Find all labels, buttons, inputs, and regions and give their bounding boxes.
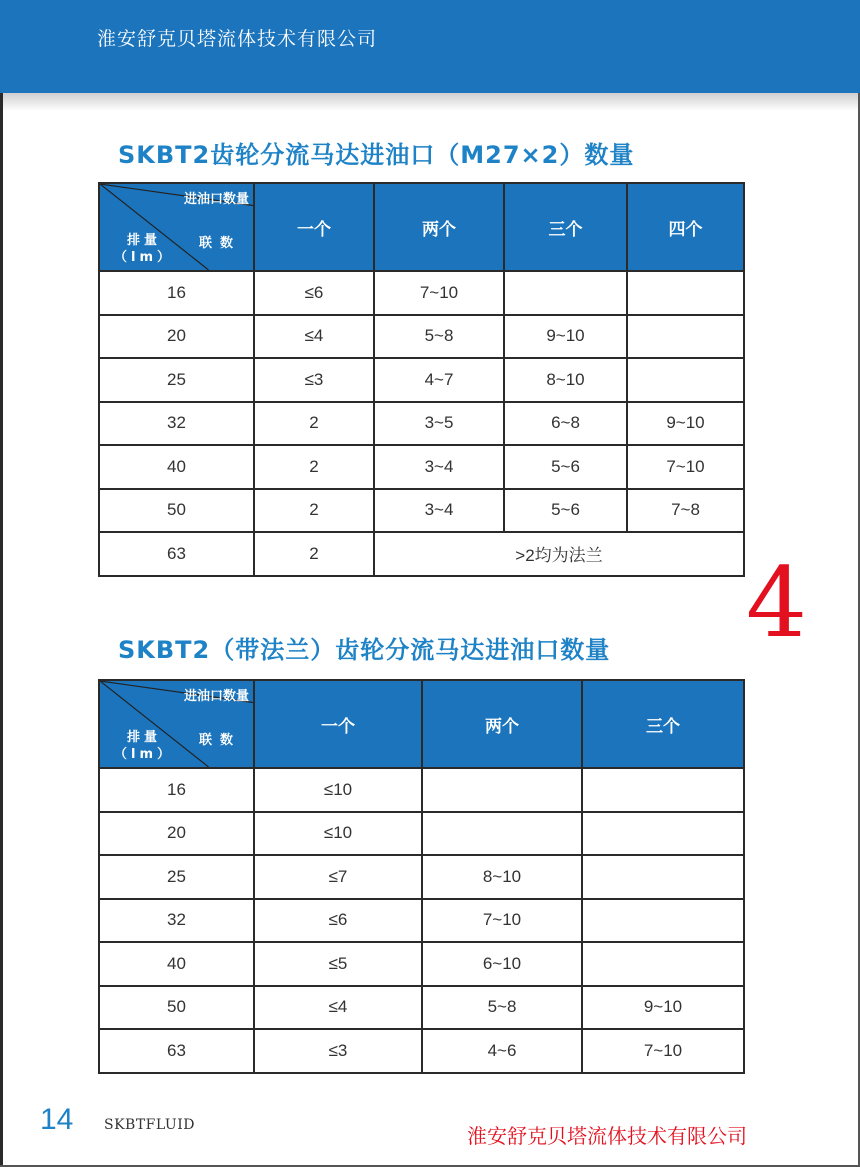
table-row	[99, 489, 744, 533]
corner-label-displacement-text: 排量	[127, 730, 162, 745]
column-header: 三个	[504, 183, 627, 271]
corner-label-inlets: 进油口数量	[183, 192, 249, 207]
corner-label-sections: 联数	[198, 236, 241, 251]
displacement-cell: 32	[99, 899, 254, 943]
value-cell: 7~10	[582, 1029, 744, 1073]
corner-label-sections: 联数	[198, 733, 241, 748]
corner-header-cell	[99, 680, 254, 768]
value-cell: 8~10	[422, 855, 582, 899]
table-row	[99, 812, 744, 856]
value-cell	[582, 812, 744, 856]
value-cell: 5~8	[422, 986, 582, 1030]
column-header: 两个	[374, 183, 504, 271]
value-cell: 3~5	[374, 402, 504, 446]
displacement-cell: 16	[99, 768, 254, 812]
value-cell	[422, 812, 582, 856]
value-cell: ≤10	[254, 768, 422, 812]
table-row	[99, 855, 744, 899]
table-row	[99, 271, 744, 315]
column-header: 一个	[254, 680, 422, 768]
value-cell: ≤6	[254, 271, 374, 315]
corner-label-displacement	[114, 729, 174, 763]
corner-label-inlets: 进油口数量	[183, 689, 249, 704]
value-cell: 4~7	[374, 358, 504, 402]
column-header: 三个	[582, 680, 744, 768]
value-cell: 5~6	[504, 445, 627, 489]
corner-label-unit: （lm）	[114, 747, 175, 762]
value-cell: 5~6	[504, 489, 627, 533]
table-row	[99, 768, 744, 812]
value-cell: ≤7	[254, 855, 422, 899]
displacement-cell: 63	[99, 532, 254, 576]
value-cell: 2	[254, 402, 374, 446]
value-cell: 9~10	[627, 402, 744, 446]
value-cell: ≤6	[254, 899, 422, 943]
flanged-inlet-count-table	[98, 679, 745, 1074]
table-row	[99, 402, 744, 446]
displacement-cell: 25	[99, 358, 254, 402]
value-cell: 7~10	[422, 899, 582, 943]
table-header-row	[99, 680, 744, 768]
table-row	[99, 315, 744, 359]
page-header-band	[0, 0, 860, 93]
displacement-cell: 25	[99, 855, 254, 899]
corner-label-unit: （lm）	[114, 250, 175, 265]
value-cell: 2	[254, 445, 374, 489]
displacement-cell: 32	[99, 402, 254, 446]
value-cell: 9~10	[582, 986, 744, 1030]
section-number-marker: 4	[746, 547, 808, 659]
value-cell: 2	[254, 489, 374, 533]
value-cell: ≤4	[254, 986, 422, 1030]
column-header: 两个	[422, 680, 582, 768]
table-row	[99, 358, 744, 402]
brand-name: SKBTFLUID	[104, 1117, 195, 1133]
displacement-cell: 50	[99, 986, 254, 1030]
displacement-cell: 50	[99, 489, 254, 533]
table2-title: SKBT2（带法兰）齿轮分流马达进油口数量	[118, 636, 611, 664]
page-number: 14	[40, 1103, 74, 1136]
merged-note-cell: >2均为法兰	[374, 532, 744, 576]
value-cell	[627, 315, 744, 359]
value-cell: ≤3	[254, 358, 374, 402]
value-cell: 9~10	[504, 315, 627, 359]
table-row	[99, 1029, 744, 1073]
displacement-cell: 20	[99, 315, 254, 359]
table-row	[99, 445, 744, 489]
displacement-cell: 63	[99, 1029, 254, 1073]
value-cell	[422, 768, 582, 812]
value-cell	[627, 358, 744, 402]
table1-title: SKBT2齿轮分流马达进油口（M27×2）数量	[118, 141, 635, 169]
left-border	[0, 93, 3, 1167]
footer-company-name: 淮安舒克贝塔流体技术有限公司	[467, 1124, 747, 1148]
displacement-cell: 16	[99, 271, 254, 315]
value-cell	[582, 899, 744, 943]
displacement-cell: 40	[99, 445, 254, 489]
value-cell	[582, 942, 744, 986]
column-header: 一个	[254, 183, 374, 271]
value-cell: 2	[254, 532, 374, 576]
value-cell: 6~10	[422, 942, 582, 986]
value-cell: 8~10	[504, 358, 627, 402]
value-cell: 6~8	[504, 402, 627, 446]
value-cell: 7~8	[627, 489, 744, 533]
table-row	[99, 899, 744, 943]
table-row	[99, 532, 744, 576]
value-cell	[582, 855, 744, 899]
value-cell: ≤3	[254, 1029, 422, 1073]
corner-label-displacement	[114, 232, 174, 266]
value-cell	[582, 768, 744, 812]
value-cell: 4~6	[422, 1029, 582, 1073]
value-cell: ≤4	[254, 315, 374, 359]
corner-label-displacement-text: 排量	[127, 233, 162, 248]
value-cell: ≤5	[254, 942, 422, 986]
table-row	[99, 942, 744, 986]
displacement-cell: 40	[99, 942, 254, 986]
header-company-name: 淮安舒克贝塔流体技术有限公司	[97, 28, 378, 50]
table-row	[99, 986, 744, 1030]
value-cell	[627, 271, 744, 315]
table-header-row	[99, 183, 744, 271]
inlet-count-table	[98, 182, 745, 577]
value-cell: 3~4	[374, 445, 504, 489]
header-shadow	[0, 93, 860, 111]
displacement-cell: 20	[99, 812, 254, 856]
corner-header-cell	[99, 183, 254, 271]
value-cell: ≤10	[254, 812, 422, 856]
value-cell: 5~8	[374, 315, 504, 359]
value-cell: 7~10	[374, 271, 504, 315]
value-cell: 7~10	[627, 445, 744, 489]
value-cell: 3~4	[374, 489, 504, 533]
column-header: 四个	[627, 183, 744, 271]
value-cell	[504, 271, 627, 315]
